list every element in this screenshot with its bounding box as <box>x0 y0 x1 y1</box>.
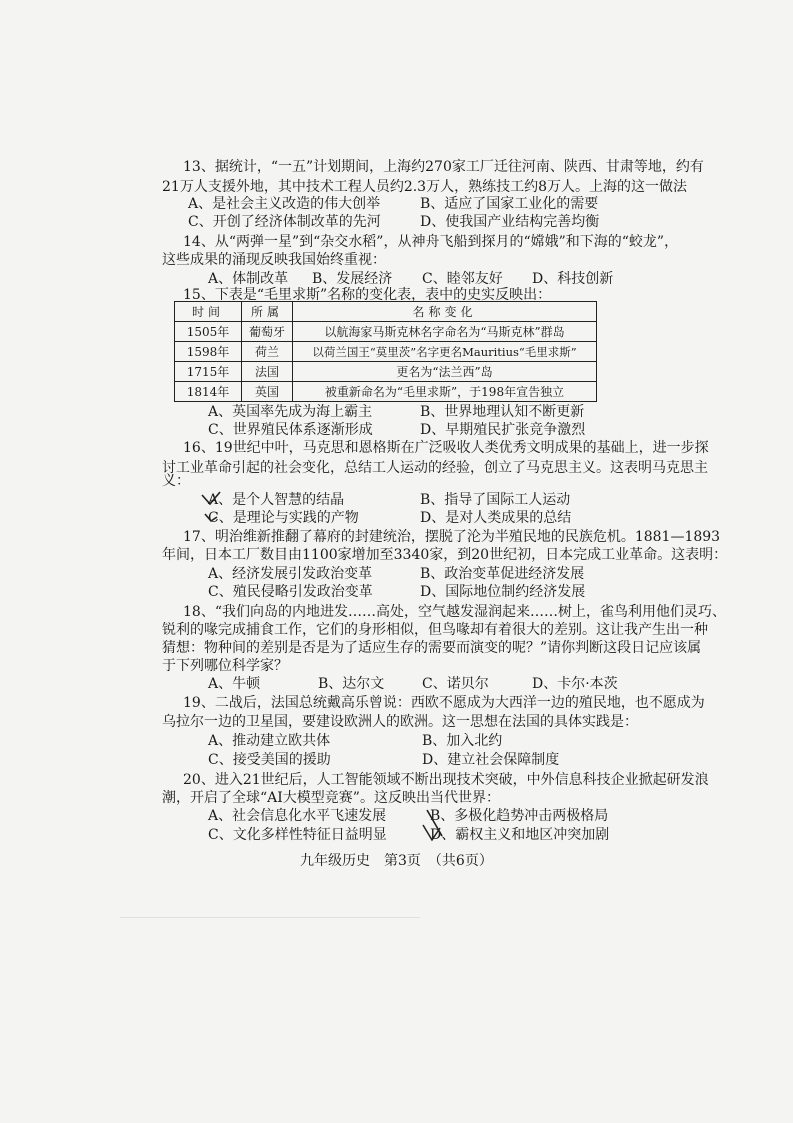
q18-stem-line2: 锐利的喙完成捕食工作，它们的身形相似，但鸟喙却有着很大的差别。这让我产生出一种 <box>162 622 708 638</box>
table-header-owner: 所属 <box>242 302 293 322</box>
q16-option-d: D、是对人类成果的总结 <box>420 510 572 526</box>
q15-option-c: C、世界殖民体系逐渐形成 <box>208 422 373 438</box>
table-row <box>175 322 597 342</box>
q14-stem-line1: 14、从“两弹一星”到“杂交水稻”，从神舟飞船到探月的“嫦娥”和下海的“蛟龙”， <box>183 234 679 250</box>
q17-stem-line2: 年间，日本工厂数目由1100家增加至3340家，到20世纪初，日本完成工业革命。这表明： <box>162 547 728 563</box>
table-row <box>175 342 597 362</box>
q18-stem-line3: 猜想：物种间的差别是否是为了适应生存的需要而演变的呢？”请你判断这段日记应该属 <box>162 640 702 656</box>
q18-stem-line4: 于下列哪位科学家？ <box>162 658 288 674</box>
q20-stem-line1: 20、进入21世纪后，人工智能领域不断出现技术突破，中外信息科技企业掀起研发浪 <box>183 772 709 788</box>
q13-option-b: B、适应了国家工业化的需要 <box>420 196 599 212</box>
q19-stem-line1: 19、二战后，法国总统戴高乐曾说：西欧不愿成为大西洋一边的殖民地，也不愿成为 <box>183 695 705 711</box>
q13-option-c: C、开创了经济体制改革的先河 <box>188 214 381 230</box>
table-row <box>175 382 597 402</box>
q18-option-d: D、卡尔·本茨 <box>532 676 618 692</box>
q16-option-b: B、指导了国际工人运动 <box>420 492 571 508</box>
q16-option-a: A、是个人智慧的结晶 <box>208 492 345 508</box>
q14-option-b: B、发展经济 <box>312 271 393 287</box>
table-cell: 1598年 <box>175 342 242 362</box>
q13-option-a: A、是社会主义改造的伟大创举 <box>188 196 381 212</box>
table-cell: 英国 <box>242 382 293 402</box>
q17-stem-line1: 17、明治维新推翻了幕府的封建统治，摆脱了沦为半殖民地的民族危机。1881—1893 <box>183 529 721 545</box>
q20-option-c: C、文化多样性特征日益明显 <box>208 827 387 843</box>
q18-option-b: B、达尔文 <box>318 676 385 692</box>
q17-option-a: A、经济发展引发政治变革 <box>208 566 373 582</box>
q14-option-d: D、科技创新 <box>532 271 614 287</box>
q13-option-d: D、使我国产业结构完善均衡 <box>420 214 600 230</box>
q14-stem-line2: 这些成果的涌现反映我国始终重视： <box>162 252 386 268</box>
q17-option-d: D、国际地位制约经济发展 <box>420 584 586 600</box>
q14-option-c: C、睦邻友好 <box>422 271 503 287</box>
q19-option-c: C、接受美国的援助 <box>208 752 331 768</box>
table-row <box>175 362 597 382</box>
q15-stem: 15、下表是“毛里求斯”名称的变化表，表中的史实反映出： <box>183 287 552 303</box>
mauritius-name-table <box>174 301 597 402</box>
table-header-row <box>175 302 597 322</box>
q13-stem-line1: 13、据统计，“一五”计划期间，上海约270家工厂迁往河南、陕西、甘肃等地，约有 <box>183 159 704 175</box>
page-footer: 九年级历史 第3页 （共6页） <box>300 853 493 869</box>
table-header-name-change: 名称变化 <box>293 302 597 322</box>
table-cell: 被重新命名为“毛里求斯”，于198年宣告独立 <box>293 382 597 402</box>
q13-stem-line2: 21万人支援外地，其中技术工程人员约2.3万人，熟练技工约8万人。上海的这一做法 <box>162 179 687 195</box>
table-cell: 荷兰 <box>242 342 293 362</box>
q16-stem-line1: 16、19世纪中叶，马克思和恩格斯在广泛吸收人类优秀文明成果的基础上，进一步探 <box>183 440 709 456</box>
q16-stem-line3: 义： <box>162 473 190 489</box>
table-cell: 以航海家马斯克林名字命名为“马斯克林”群岛 <box>293 322 597 342</box>
q14-option-a: A、体制改革 <box>208 271 289 287</box>
q20-option-d: D、霸权主义和地区冲突加剧 <box>430 827 610 843</box>
q18-option-c: C、诺贝尔 <box>422 676 489 692</box>
q18-option-a: A、牛顿 <box>208 676 261 692</box>
q20-option-a: A、社会信息化水平飞速发展 <box>208 808 387 824</box>
q16-stem-line2: 讨工业革命引起的社会变化，总结工人运动的经验，创立了马克思主义。这表明马克思主 <box>162 460 708 476</box>
q15-option-b: B、世界地理认知不断更新 <box>420 404 585 420</box>
q17-option-c: C、殖民侵略引发政治变革 <box>208 584 373 600</box>
table-cell: 1505年 <box>175 322 242 342</box>
table-header-time: 时间 <box>175 302 242 322</box>
table-cell: 1814年 <box>175 382 242 402</box>
table-cell: 法国 <box>242 362 293 382</box>
scan-edge-line <box>120 917 420 918</box>
q19-stem-line2: 乌拉尔一边的卫星国，要建设欧洲人的欧洲。这一思想在法国的具体实践是： <box>162 714 638 730</box>
table-cell: 1715年 <box>175 362 242 382</box>
table-cell: 葡萄牙 <box>242 322 293 342</box>
q20-stem-line2: 潮，开启了全球“AI大模型竞赛”。这反映出当代世界： <box>162 790 500 806</box>
q19-option-d: D、建立社会保障制度 <box>422 752 560 768</box>
q19-option-a: A、推动建立欧共体 <box>208 733 331 749</box>
q16-option-c: C、是理论与实践的产物 <box>208 510 359 526</box>
q19-option-b: B、加入北约 <box>422 733 503 749</box>
q20-option-b: B、多极化趋势冲击两极格局 <box>430 808 609 824</box>
q15-option-a: A、英国率先成为海上霸主 <box>208 404 373 420</box>
table-cell: 以荷兰国王“莫里茨”名字更名Mauritius“毛里求斯” <box>293 342 597 362</box>
q17-option-b: B、政治变革促进经济发展 <box>420 566 585 582</box>
table-cell: 更名为“法兰西”岛 <box>293 362 597 382</box>
q18-stem-line1: 18、“我们向岛的内地进发……高处，空气越发湿润起来……树上，雀鸟利用他们灵巧、 <box>183 604 726 620</box>
q15-option-d: D、早期殖民扩张竞争激烈 <box>420 422 586 438</box>
